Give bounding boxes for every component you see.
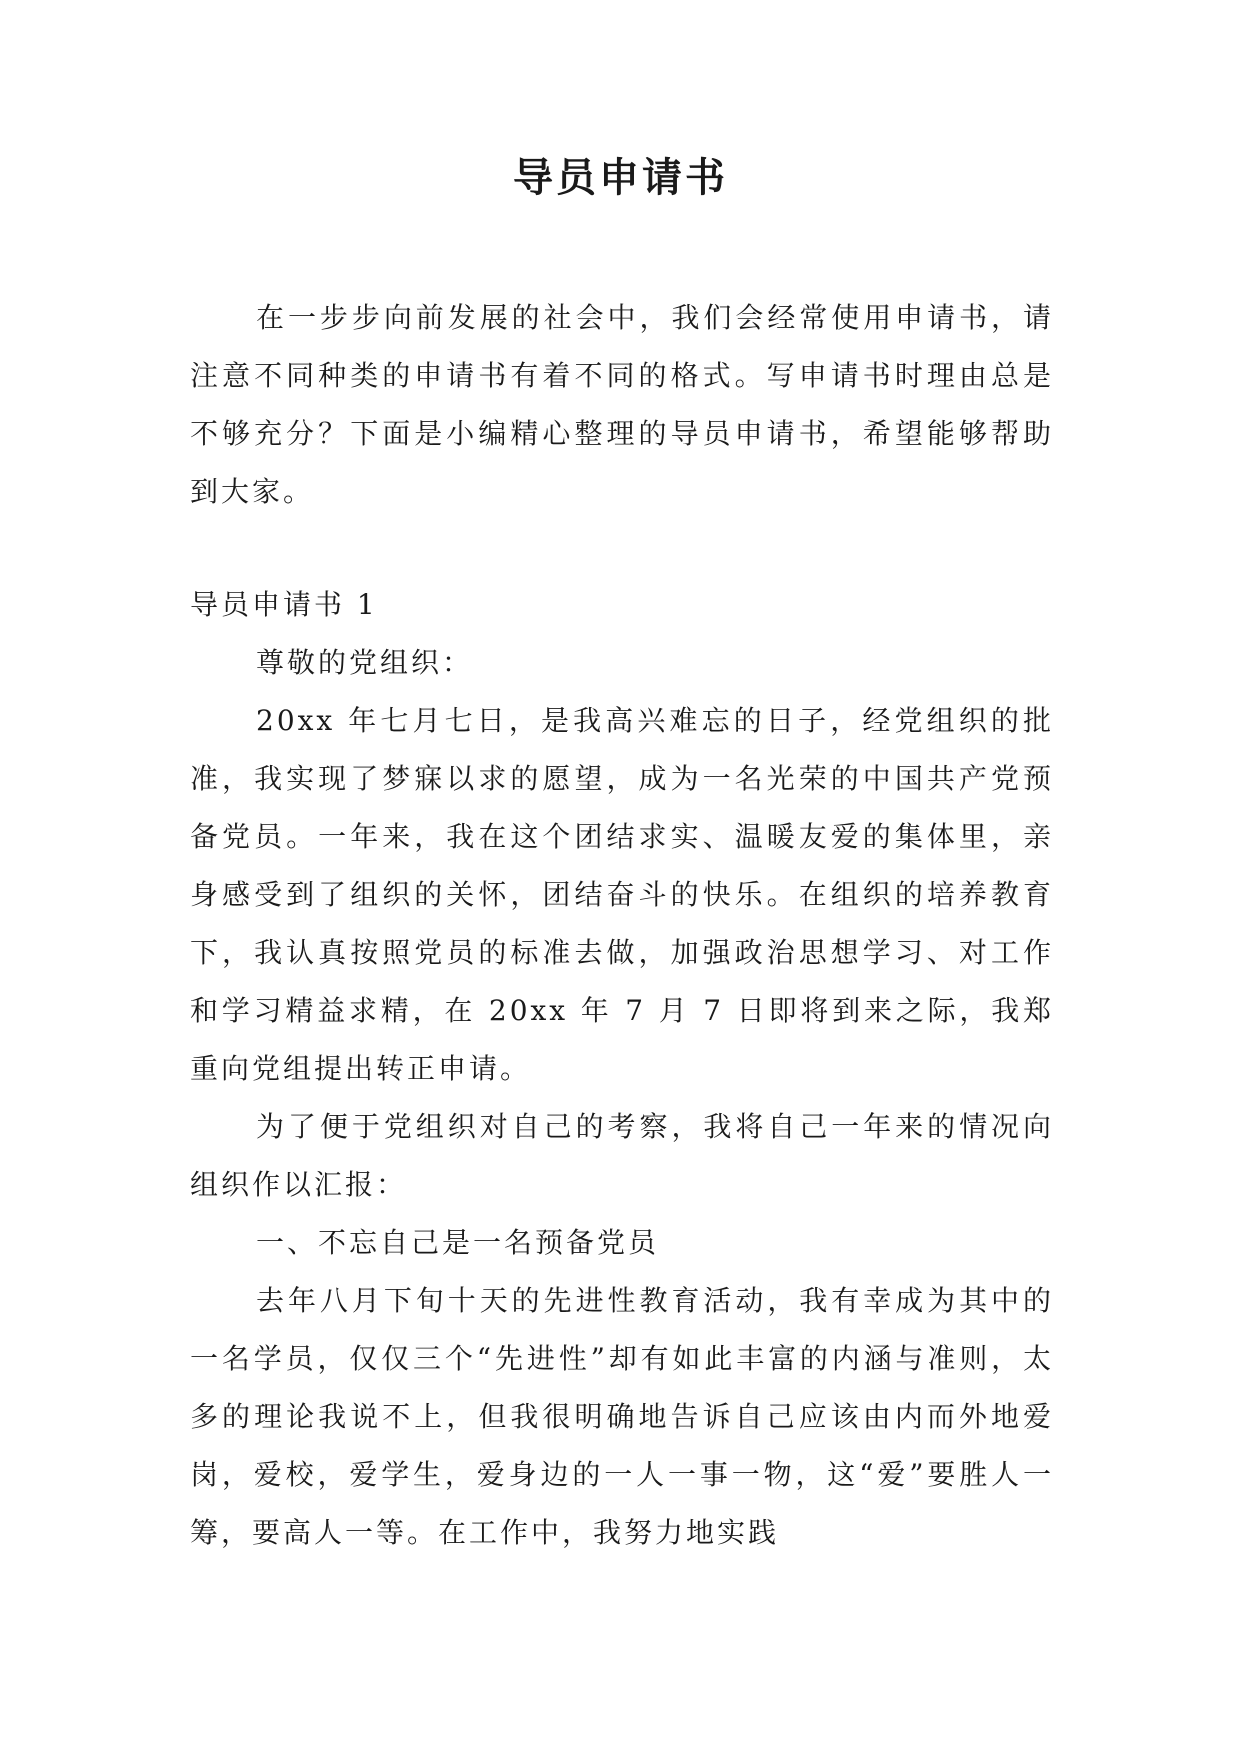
subsection-heading: 一、不忘自己是一名预备党员 (256, 1226, 660, 1259)
body-paragraph: 去年八月下旬十天的先进性教育活动，我有幸成为其中的一名学员，仅仅三个“先进性”却有如此丰富的内涵与准则，太多的理论我说不上，但我很明确地告诉自己应该由内而外地爱岗，爱校，爱学生，爱身边的一人一事一物，这“爱”要胜人一筹，要高人一等。在工作中，我努力地实践 (190, 1284, 1054, 1549)
section-heading: 导员申请书 1 (190, 588, 378, 621)
document-title: 导员申请书 (513, 155, 728, 201)
intro-paragraph: 在一步步向前发展的社会中，我们会经常使用申请书，请注意不同种类的申请书有着不同的格式。写申请书时理由总是不够充分？下面是小编精心整理的导员申请书，希望能够帮助到大家。 (190, 301, 1054, 508)
body-paragraph: 20xx 年七月七日，是我高兴难忘的日子，经党组织的批准，我实现了梦寐以求的愿望，成为一名光荣的中国共产党预备党员。一年来，我在这个团结求实、温暖友爱的集体里，亲身感受到了组织的关怀，团结奋斗的快乐。在组织的培养教育下，我认真按照党员的标准去做，加强政治思想学习、对工作和学习精益求精，在 20xx 年 7 月 7 日即将到来之际，我郑重向党组提出转正申请。 (190, 704, 1054, 1085)
letter-body (190, 576, 1054, 1562)
body-paragraph: 为了便于党组织对自己的考察，我将自己一年来的情况向组织作以汇报： (190, 1110, 1054, 1201)
salutation: 尊敬的党组织： (256, 646, 474, 679)
